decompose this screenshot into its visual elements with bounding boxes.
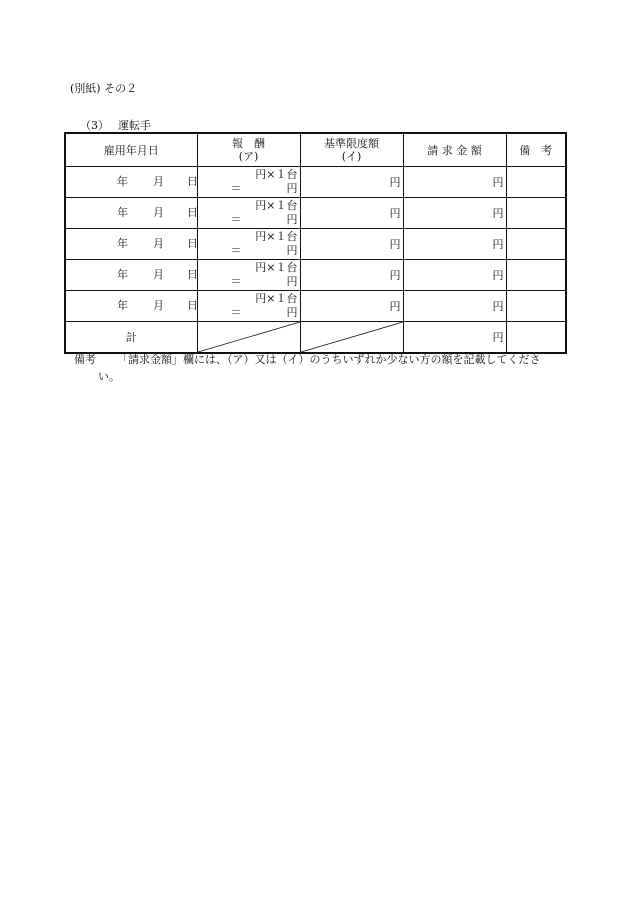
fee-formula-top: 円×１台 [255, 199, 298, 212]
year-label: 年 [117, 268, 128, 281]
limit-amount-cell[interactable]: 円 [300, 229, 403, 260]
fee-formula-yen: 円 [286, 275, 298, 288]
note-total-cell[interactable] [506, 322, 566, 354]
employment-date-cell[interactable] [65, 260, 197, 291]
claim-amount-cell[interactable]: 円 [403, 167, 506, 198]
fee-formula-equals: ＝ [230, 244, 242, 257]
year-label: 年 [117, 175, 128, 188]
fee-formula-yen: 円 [286, 306, 298, 319]
claim-table [64, 132, 567, 354]
remarks-text-line1: 「請求金額」欄には、（ア）又は（イ）のうちいずれか少ない方の額を記載してくださ [117, 353, 541, 366]
year-label: 年 [117, 206, 128, 219]
header-limit [300, 133, 403, 167]
claim-amount-cell[interactable]: 円 [403, 198, 506, 229]
day-label: 日 [187, 206, 198, 219]
month-label: 月 [153, 206, 164, 219]
fee-formula-yen: 円 [286, 213, 298, 226]
limit-amount-cell[interactable]: 円 [300, 167, 403, 198]
claim-total-cell[interactable]: 円 [403, 322, 506, 354]
employment-date-cell[interactable] [65, 167, 197, 198]
employment-date-cell[interactable] [65, 291, 197, 322]
section-title [80, 117, 151, 133]
employment-date-cell[interactable] [65, 198, 197, 229]
section-name: 運転手 [118, 119, 151, 132]
table-row [65, 167, 566, 198]
fee-total-empty [197, 322, 300, 354]
note-cell[interactable] [506, 291, 566, 322]
limit-amount-cell[interactable]: 円 [300, 260, 403, 291]
fee-formula-equals: ＝ [230, 306, 242, 319]
employment-date-cell[interactable] [65, 229, 197, 260]
note-cell[interactable] [506, 229, 566, 260]
fee-cell[interactable] [197, 198, 300, 229]
year-label: 年 [117, 237, 128, 250]
header-fee-line2: (ア) [238, 150, 259, 163]
year-label: 年 [117, 299, 128, 312]
remarks-text-line2: い。 [98, 370, 120, 383]
limit-total-empty [300, 322, 403, 354]
fee-formula-top: 円×１台 [255, 168, 298, 181]
month-label: 月 [153, 268, 164, 281]
month-label: 月 [153, 237, 164, 250]
total-label: 計 [65, 322, 197, 354]
note-cell[interactable] [506, 167, 566, 198]
header-fee [197, 133, 300, 167]
day-label: 日 [187, 175, 198, 188]
month-label: 月 [153, 299, 164, 312]
claim-amount-cell[interactable]: 円 [403, 229, 506, 260]
page-heading: (別紙) その２ [70, 82, 138, 95]
fee-formula-yen: 円 [286, 244, 298, 257]
fee-cell[interactable] [197, 229, 300, 260]
claim-amount-cell[interactable]: 円 [403, 260, 506, 291]
remarks [74, 351, 569, 385]
fee-cell[interactable] [197, 291, 300, 322]
header-note: 備 考 [506, 133, 566, 167]
remarks-label: 備考 [74, 353, 96, 366]
fee-formula-top: 円×１台 [255, 292, 298, 305]
header-employment-date: 雇用年月日 [65, 133, 197, 167]
month-label: 月 [153, 175, 164, 188]
fee-formula-top: 円×１台 [255, 230, 298, 243]
table-row [65, 291, 566, 322]
header-claim-amount: 請 求 金 額 [403, 133, 506, 167]
fee-cell[interactable] [197, 260, 300, 291]
note-cell[interactable] [506, 198, 566, 229]
diagonal-slash [198, 322, 300, 352]
day-label: 日 [187, 268, 198, 281]
table-row [65, 198, 566, 229]
fee-formula-equals: ＝ [230, 182, 242, 195]
day-label: 日 [187, 237, 198, 250]
day-label: 日 [187, 299, 198, 312]
table-row [65, 260, 566, 291]
note-cell[interactable] [506, 260, 566, 291]
section-number: （3） [80, 119, 109, 132]
fee-formula-equals: ＝ [230, 275, 242, 288]
limit-amount-cell[interactable]: 円 [300, 198, 403, 229]
fee-cell[interactable] [197, 167, 300, 198]
fee-formula-top: 円×１台 [255, 261, 298, 274]
limit-amount-cell[interactable]: 円 [300, 291, 403, 322]
table-row [65, 229, 566, 260]
header-limit-line1: 基準限度額 [324, 137, 379, 150]
fee-formula-equals: ＝ [230, 213, 242, 226]
table-header-row [65, 133, 566, 167]
total-row [65, 322, 566, 354]
header-fee-line1: 報 酬 [232, 137, 265, 150]
claim-amount-cell[interactable]: 円 [403, 291, 506, 322]
diagonal-slash [301, 322, 403, 352]
fee-formula-yen: 円 [286, 182, 298, 195]
header-limit-line2: (イ) [341, 150, 362, 163]
